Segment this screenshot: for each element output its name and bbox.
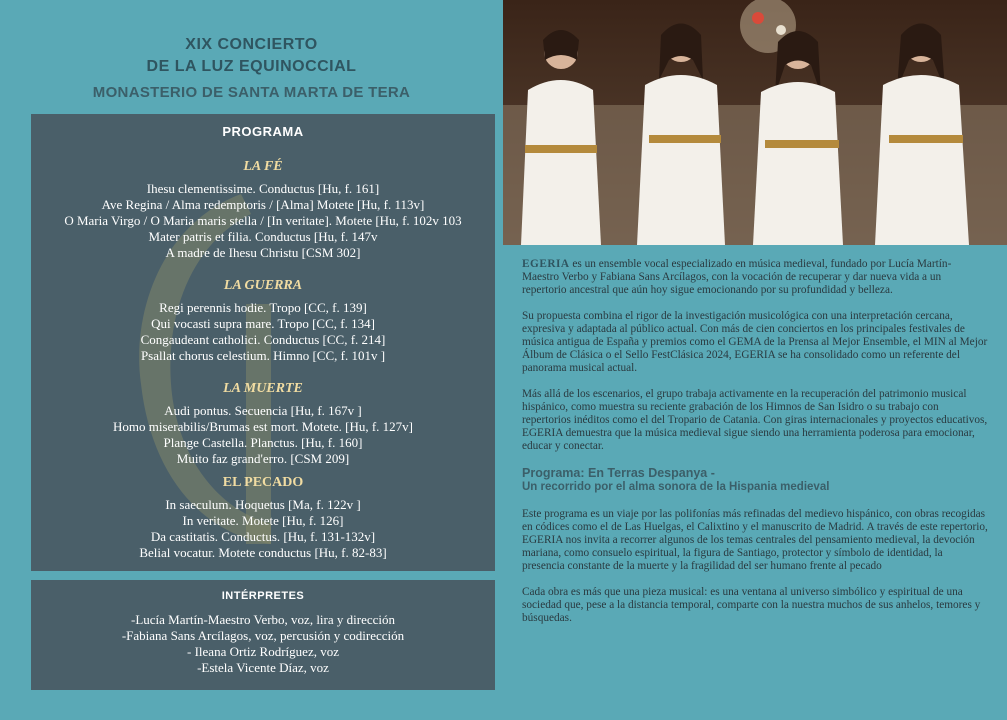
about-paragraph-5: Cada obra es más que una pieza musical: es una ventana al universo simbólico y espiritual de una sociedad que, pese a la distancia temporal, comparte con la nuestra muchos de sus anhelos, temores y búsquedas. (522, 585, 981, 625)
about-paragraph-3: Más allá de los escenarios, el grupo trabaja activamente en la recuperación del patrimonio musical hispánico, como muestra su reciente grabación de los Himnos de San Isidro o su trabajo con repertorios inéditos como el del Tropario de Catania. Con giras internacionales y proyectos educativos, EGERIA demuestra que la música medieval sigue siendo una herramienta poderosa para emocionar, educar y conectar. (522, 387, 988, 453)
section-la-fe (31, 158, 495, 261)
program-item: Audi pontus. Secuencia [Hu, f. 167v ] (164, 403, 362, 418)
interpretes-panel (31, 580, 495, 690)
program-item: Homo miserabilis/Brumas est mort. Motete. [Hu, f. 127v] (112, 419, 414, 434)
performer-item: -Estela Vicente Díaz, voz (197, 660, 329, 675)
program-item: Psallat chorus celestium. Himno [CC, f. 101v ] (140, 348, 386, 363)
section-la-guerra (31, 277, 495, 364)
interpretes-list (31, 612, 495, 676)
about-paragraph-1 (522, 258, 988, 298)
program-item: Congaudeant catholici. Conductus [CC, f. 214] (140, 332, 386, 347)
ensemble-photo-illustration (503, 0, 1007, 245)
program-title: Programa: En Terras Despanya - (522, 465, 715, 480)
program-item: In veritate. Motete [Hu, f. 126] (182, 513, 344, 528)
programa-panel (31, 114, 495, 571)
performer-item: -Fabiana Sans Arcílagos, voz, percusión y codirección (121, 628, 405, 643)
program-item: Ihesu clementissime. Conductus [Hu, f. 161] (146, 181, 380, 196)
program-item: Mater patris et filia. Conductus [Hu, f. 147v (148, 229, 378, 244)
program-item: Belial vocatur. Motete conductus [Hu, f. 82-83] (139, 545, 387, 560)
programa-heading: PROGRAMA (222, 124, 304, 139)
section-title: EL PECADO (222, 475, 304, 490)
performer-item: -Lucía Martín-Maestro Verbo, voz, lira y dirección (131, 612, 395, 627)
left-column (0, 0, 503, 720)
program-item: Plange Castella. Planctus. [Hu, f. 160] (163, 435, 363, 450)
interpretes-heading: INTÉRPRETES (221, 590, 305, 602)
program-item: O Maria Virgo / O Maria maris stella / [In veritate]. Motete [Hu, f. 102v 103 (64, 213, 462, 228)
performer-item: - Ileana Ortiz Rodríguez, voz (187, 644, 339, 659)
program-item: In saeculum. Hoquetus [Ma, f. 122v ] (165, 497, 361, 512)
description-column (522, 258, 988, 637)
concert-title-line2: DE LA LUZ EQUINOCCIAL (146, 58, 357, 75)
section-title: LA MUERTE (223, 381, 303, 396)
ensemble-photo (503, 0, 1007, 245)
program-item: Regi perennis hodie. Tropo [CC, f. 139] (159, 300, 367, 315)
section-el-pecado (31, 474, 495, 561)
section-title: LA GUERRA (223, 278, 303, 293)
about-paragraph-2: Su propuesta combina el rigor de la investigación musicológica con una interpretación cercana, expresiva y adaptada al público actual. Con más de cien conciertos en los principales festivales de música antigua de España y premios como el GEMA de la Prensa al Mejor Ensemble, el MIN al Mejor Álbum de Clásica o el Sello FestClásica 2024, EGERIA se ha consolidado como un referente del panorama musical actual. (522, 309, 988, 375)
section-title: LA FÉ (243, 159, 283, 174)
program-item: Da castitatis. Conductus. [Hu, f. 131-132v] (150, 529, 376, 544)
program-subtitle: Un recorrido por el alma sonora de la Hispania medieval (522, 480, 830, 493)
section-la-muerte (31, 380, 495, 467)
about-paragraph-4: Este programa es un viaje por las polifonías más refinadas del medievo hispánico, con obras recogidas en códices como el de Las Huelgas, el Calixtino y el manuscrito de Madrid. A través de este repertorio, EGERIA nos invita a recorrer algunos de los temas centrales del pensamiento medieval, la devoción mariana, como consuelo espiritual, la figura de Santiago, protector y símbolo de identidad, la presencia constante de la muerte y la fragilidad del ser humano frente al pecado (522, 507, 988, 573)
program-item: Muito faz grand'erro. [CSM 209] (176, 451, 350, 466)
program-item: A madre de Ihesu Christu [CSM 302] (165, 245, 361, 260)
program-item: Ave Regina / Alma redemptoris / [Alma] Motete [Hu, f. 113v] (101, 197, 425, 212)
ensemble-name: EGERIA (522, 258, 570, 270)
concert-title-line1: XIX CONCIERTO (185, 36, 318, 53)
venue-title: MONASTERIO DE SANTA MARTA DE TERA (92, 84, 411, 101)
about-paragraph-1-text: es un ensemble vocal especializado en música medieval, fundado por Lucía Martín-Maestro Verbo y Fabiana Sans Arcílagos, con la vocación de recuperar y dar nueva vida a un repertorio ancestral que aún hoy sigue emocionando por su profundidad y belleza. (522, 258, 952, 297)
program-item: Qui vocasti supra mare. Tropo [CC, f. 134] (151, 316, 375, 331)
